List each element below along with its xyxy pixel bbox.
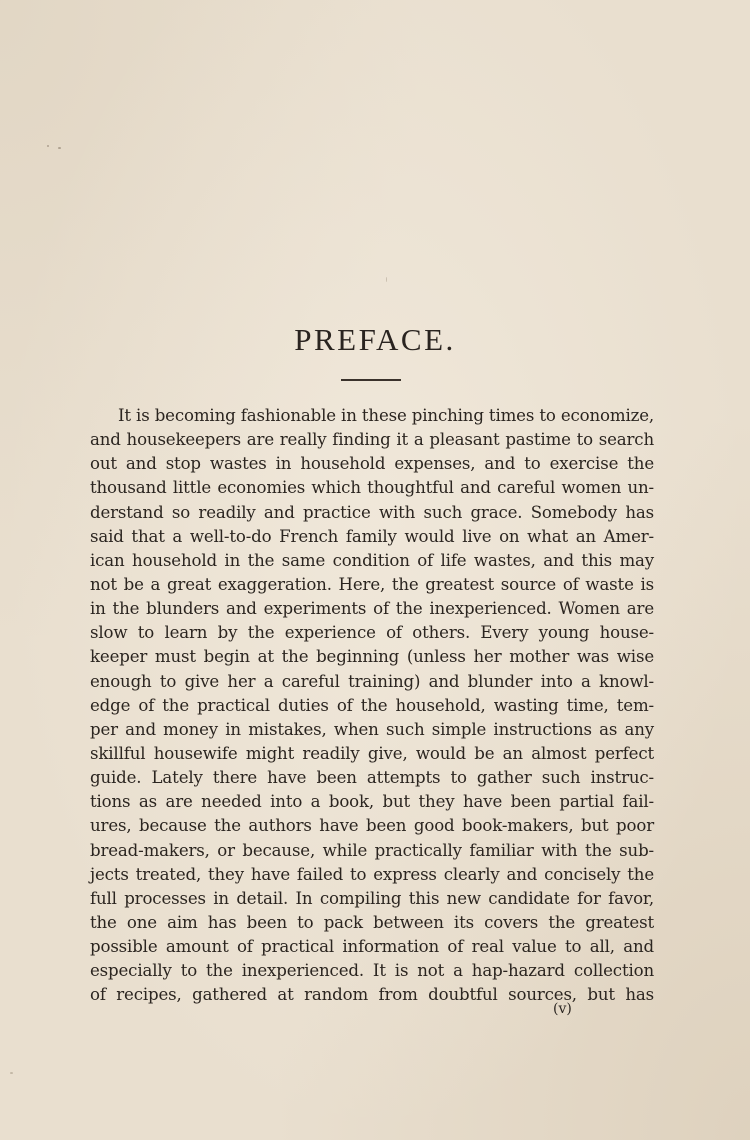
paper-speck (58, 147, 61, 149)
text-line: of recipes, gathered at random from doubtful sources, but has (90, 985, 654, 1005)
text-line: It is becoming fashionable in these pinching times to economize, (118, 406, 654, 425)
text-line: guide. Lately there have been attempts to gather such instruc- (90, 768, 654, 788)
text-line: and housekeepers are really finding it a pleasant pastime to search (90, 430, 654, 450)
text-line: thousand little economies which thoughtful and careful women un- (90, 478, 654, 498)
paper-speck (386, 277, 387, 282)
preface-paragraph (90, 404, 654, 1008)
title-rule (341, 379, 401, 381)
text-line: per and money in mistakes, when such simple instructions as any (90, 719, 654, 739)
text-line: tions as are needed into a book, but they have been partial fail- (90, 792, 654, 812)
text-line: in the blunders and experiments of the inexperienced. Women are (90, 599, 654, 619)
text-line: not be a great exaggeration. Here, the greatest source of waste is (90, 574, 654, 594)
paper-speck (47, 145, 49, 147)
text-line: especially to the inexperienced. It is not a hap-hazard collection (90, 961, 654, 981)
text-line: said that a well-to-do French family would live on what an Amer- (90, 526, 654, 546)
text-line: the one aim has been to pack between its covers the greatest (90, 912, 654, 932)
page-number: (v) (553, 1001, 572, 1017)
text-line: edge of the practical duties of the household, wasting time, tem- (90, 695, 654, 715)
text-line: keeper must begin at the beginning (unless her mother was wise (90, 647, 654, 667)
text-line: skillful housewife might readily give, would be an almost perfect (90, 743, 654, 763)
paper-speck (10, 1072, 13, 1074)
page-title: PREFACE. (294, 322, 456, 357)
text-line: enough to give her a careful training) and blunder into a knowl- (90, 671, 654, 691)
text-line: possible amount of practical information of real value to all, and (90, 937, 654, 957)
text-line: derstand so readily and practice with such grace. Somebody has (90, 502, 654, 522)
text-line: out and stop wastes in household expenses, and to exercise the (90, 454, 654, 474)
text-line: ican household in the same condition of life wastes, and this may (90, 550, 654, 570)
text-line: slow to learn by the experience of others. Every young house- (90, 623, 654, 643)
text-line: full processes in detail. In compiling this new candidate for favor, (90, 888, 654, 908)
text-line: jects treated, they have failed to express clearly and concisely the (90, 864, 654, 884)
text-line: ures, because the authors have been good book-makers, but poor (90, 816, 654, 836)
text-line: bread-makers, or because, while practically familiar with the sub- (90, 840, 654, 860)
